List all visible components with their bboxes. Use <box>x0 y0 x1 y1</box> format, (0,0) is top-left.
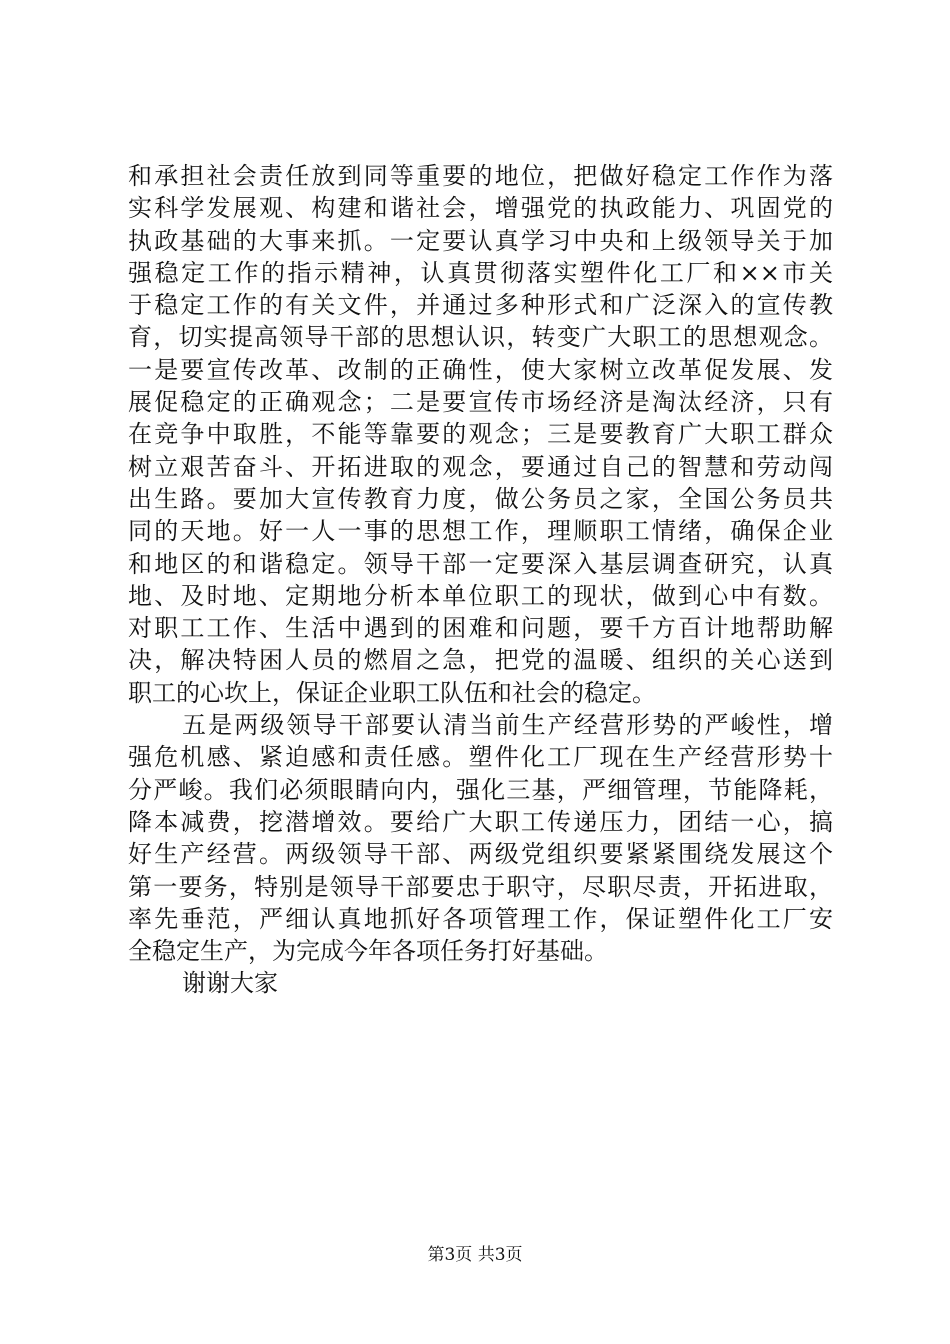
text-line: 分严峻。我们必须眼睛向内，强化三基，严细管理，节能降耗， <box>128 775 833 804</box>
text-line: 展促稳定的正确观念；二是要宣传市场经济是淘汰经济，只有 <box>128 388 833 417</box>
text-line: 率先垂范，严细认真地抓好各项管理工作，保证塑件化工厂安 <box>128 904 833 933</box>
document-body <box>128 160 833 1000</box>
text-line: 树立艰苦奋斗、开拓进取的观念，要通过自己的智慧和劳动闯 <box>128 452 833 481</box>
text-line: 执政基础的大事来抓。一定要认真学习中央和上级领导关于加 <box>128 226 833 255</box>
text-line: 一是要宣传改革、改制的正确性，使大家树立改革促发展、发 <box>128 355 833 384</box>
text-line: 育，切实提高领导干部的思想认识，转变广大职工的思想观念。 <box>128 323 833 352</box>
text-line: 同的天地。好一人一事的思想工作，理顺职工情绪，确保企业 <box>128 517 833 546</box>
text-line: 降本减费，挖潜增效。要给广大职工传递压力，团结一心，搞 <box>128 807 833 836</box>
text-line: 第一要务，特别是领导干部要忠于职守，尽职尽责，开拓进取， <box>128 872 833 901</box>
text-line: 实科学发展观、构建和谐社会，增强党的执政能力、巩固党的 <box>128 194 833 223</box>
text-line: 对职工工作、生活中遇到的困难和问题，要千方百计地帮助解 <box>128 614 833 643</box>
page-number-footer: 第3页 共3页 <box>427 1245 523 1265</box>
text-line: 和地区的和谐稳定。领导干部一定要深入基层调查研究，认真 <box>128 549 833 578</box>
text-line: 好生产经营。两级领导干部、两级党组织要紧紧围绕发展这个 <box>128 840 833 869</box>
text-line: 全稳定生产，为完成今年各项任务打好基础。 <box>128 937 608 966</box>
text-line: 和承担社会责任放到同等重要的地位，把做好稳定工作作为落 <box>128 162 833 190</box>
text-line: 职工的心坎上，保证企业职工队伍和社会的稳定。 <box>128 678 656 707</box>
text-line: 决，解决特困人员的燃眉之急，把党的温暖、组织的关心送到 <box>128 646 833 675</box>
closing-line: 谢谢大家 <box>182 969 278 998</box>
text-line: 出生路。要加大宣传教育力度，做公务员之家，全国公务员共 <box>128 484 833 513</box>
text-line: 强危机感、紧迫感和责任感。塑件化工厂现在生产经营形势十 <box>128 743 833 772</box>
paragraph-start-line: 五是两级领导干部要认清当前生产经营形势的严峻性，增 <box>182 711 833 740</box>
text-line: 地、及时地、定期地分析本单位职工的现状，做到心中有数。 <box>128 581 833 610</box>
text-line: 强稳定工作的指示精神，认真贯彻落实塑件化工厂和××市关 <box>128 258 833 287</box>
text-line: 于稳定工作的有关文件，并通过多种形式和广泛深入的宣传教 <box>128 291 833 320</box>
text-line: 在竞争中取胜，不能等靠要的观念；三是要教育广大职工群众 <box>128 420 833 449</box>
